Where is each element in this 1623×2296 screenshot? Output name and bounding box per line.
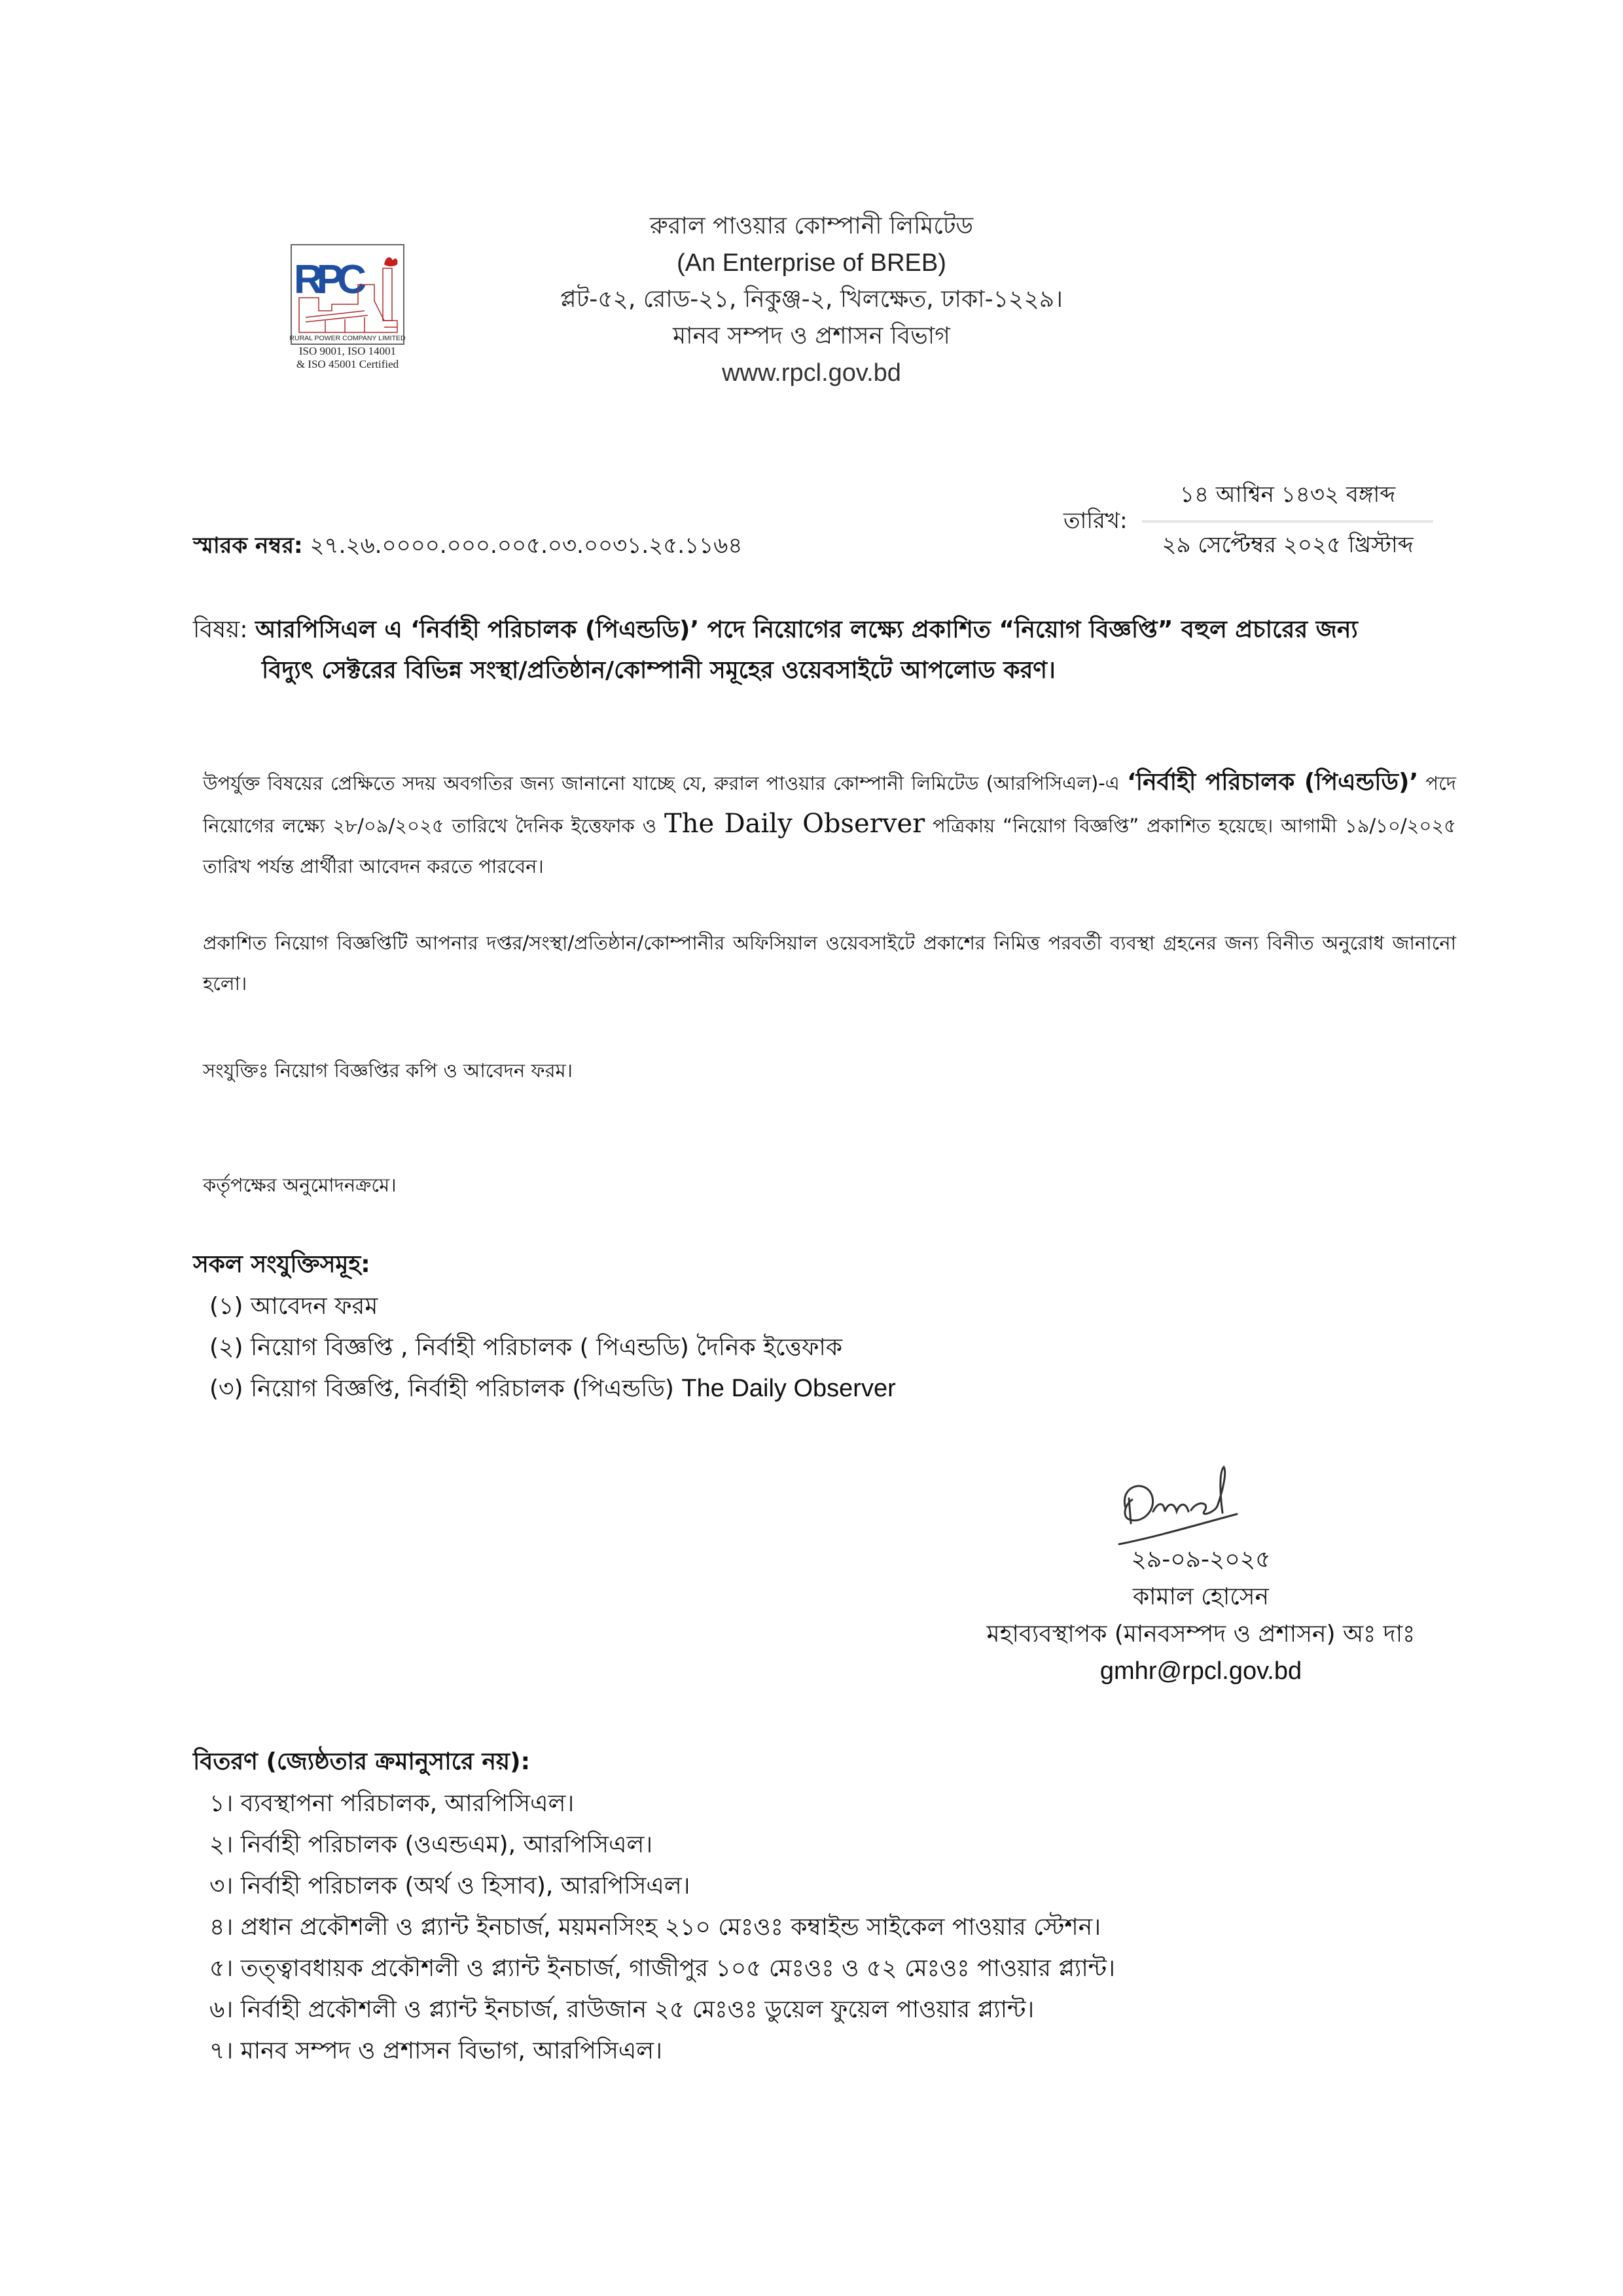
signature-icon	[1106, 1459, 1263, 1551]
company-logo	[286, 242, 417, 373]
svg-text:RURAL POWER COMPANY LIMITED: RURAL POWER COMPANY LIMITED	[289, 334, 406, 342]
date-label: তারিখ:	[1063, 508, 1128, 534]
subject-line-1: আরপিসিএল এ ‘নির্বাহী পরিচালক (পিএন্ডডি)’ পদে নিয়োগের লক্ষ্যে প্রকাশিত “নিয়োগ বিজ্ঞপ্তি” বহুল প্রচারের জন্য	[255, 616, 1358, 643]
signatory-designation: মহাব্যবস্থাপক (মানবসম্পদ ও প্রশাসন) অঃ দাঃ	[986, 1621, 1416, 1648]
date-bangla: ১৪ আশ্বিন ১৪৩২ বঙ্গাব্দ	[1179, 482, 1396, 508]
signatory-email[interactable]: gmhr@rpcl.gov.bd	[1099, 1657, 1302, 1685]
subject-label: বিষয়:	[193, 616, 248, 643]
distribution-title: বিতরণ (জ্যেষ্ঠতার ক্রমানুসারে নয়):	[193, 1748, 530, 1775]
signature	[1106, 1459, 1263, 1551]
address: প্লট-৫২, রোড-২১, নিকুঞ্জ-২, খিলক্ষেত, ঢাকা-১২২৯।	[560, 286, 1063, 313]
attachments-list	[209, 1286, 896, 1409]
rpc-logo-icon	[286, 242, 417, 373]
enterprise-line: (An Enterprise of BREB)	[677, 249, 946, 277]
org-name: রুরাল পাওয়ার কোম্পানী লিমিটেড	[650, 213, 973, 239]
subject	[193, 610, 1469, 691]
distribution-list	[209, 1783, 1115, 2072]
distribution-item: ৭। মানব সম্পদ ও প্রশাসন বিভাগ, আরপিসিএল।	[209, 2038, 663, 2064]
attachment-item: (৩) নিয়োগ বিজ্ঞপ্তি, নির্বাহী পরিচালক (পিএন্ডডি) The Daily Observer	[209, 1375, 896, 1402]
website-link[interactable]: www.rpcl.gov.bd	[722, 359, 901, 387]
date-divider	[1142, 520, 1433, 523]
distribution-item: ৫। তত্ত্বাবধায়ক প্রকৌশলী ও প্ল্যান্ট ইনচার্জ, গাজীপুর ১০৫ মেঃওঃ ও ৫২ মেঃওঃ পাওয়ার প্ল্যান্ট।	[209, 1955, 1115, 1982]
signatory-name: কামাল হোসেন	[1132, 1583, 1269, 1610]
distribution-item: ২। নির্বাহী পরিচালক (ওএন্ডএম), আরপিসিএল।	[209, 1831, 653, 1858]
attachments-title: সকল সংযুক্তিসমূহ:	[193, 1251, 370, 1278]
distribution-item: ৩। নির্বাহী পরিচালক (অর্থ ও হিসাব), আরপিসিএল।	[209, 1873, 690, 1899]
svg-text:RPC: RPC	[294, 257, 360, 302]
date-block	[1142, 478, 1433, 565]
body-paragraph-1	[203, 762, 1456, 887]
distribution-item: ১। ব্যবস্থাপনা পরিচালক, আরপিসিএল।	[209, 1790, 575, 1817]
subject-line-2: বিদ্যুৎ সেক্টরের বিভিন্ন সংস্থা/প্রতিষ্ঠান/কোম্পানী সমূহের ওয়েবসাইটে আপলোড করণ।	[262, 657, 1056, 684]
p1-newspaper: The Daily Observer	[664, 809, 925, 839]
body-paragraph-4: কর্তৃপক্ষের অনুমোদনক্রমে।	[203, 1174, 397, 1196]
department: মানব সম্পদ ও প্রশাসন বিভাগ	[673, 323, 950, 349]
p1-text-a: উপর্যুক্ত বিষয়ের প্রেক্ষিতে সদয় অবগতির জন্য জানানো যাচ্ছে যে, রুরাল পাওয়ার কোম্পানী লিমিটেড (আরপিসিএল)-এ	[203, 772, 1120, 794]
date-gregorian: ২৯ সেপ্টেম্বর ২০২৫ খ্রিস্টাব্দ	[1162, 532, 1414, 558]
reference-value: ২৭.২৬.০০০০.০০০.০০৫.০৩.০০৩১.২৫.১১৬৪	[310, 533, 743, 559]
distribution-item: ৬। নির্বাহী প্রকৌশলী ও প্ল্যান্ট ইনচার্জ, রাউজান ২৫ মেঃওঃ ডুয়েল ফুয়েল পাওয়ার প্ল্যান্ট।	[209, 1996, 1035, 2023]
p1-text-b: পদে নিয়োগের লক্ষ্যে ২৮/০৯/২০২৫ তারিখে দৈনিক ইত্তেফাক ও	[203, 772, 1456, 837]
body-paragraph-3: সংযুক্তিঃ নিয়োগ বিজ্ঞপ্তির কপি ও আবেদন ফরম।	[203, 1059, 573, 1082]
reference-number	[193, 529, 742, 566]
body-paragraph-2: প্রকাশিত নিয়োগ বিজ্ঞপ্তিটি আপনার দপ্তর/সংস্থা/প্রতিষ্ঠান/কোম্পানীর অফিসিয়াল ওয়েবসাইটে প্রকাশের নিমিত্ত পরবর্তী ব্যবস্থা গ্রহনের জন্য বিনীত অনুরোধ জানানো হলো।	[203, 932, 1456, 995]
p1-position-title: ‘নির্বাহী পরিচালক (পিএন্ডডি)’	[1127, 769, 1419, 796]
attachment-item: (১) আবেদন ফরম	[209, 1293, 378, 1320]
svg-text:ISO 9001, ISO 14001: ISO 9001, ISO 14001	[298, 345, 397, 357]
letterhead	[458, 208, 1165, 391]
signature-date: ২৯-০৯-২০২৫	[1131, 1546, 1271, 1573]
signatory-block	[929, 1541, 1472, 1690]
svg-text:& ISO 45001 Certified: & ISO 45001 Certified	[296, 358, 399, 370]
p1-text-c: পত্রিকায় “নিয়োগ বিজ্ঞপ্তি” প্রকাশিত হয়েছে। আগামী ১৯/১০/২০২৫ তারিখ পর্যন্ত প্রার্থীরা আবেদন করতে পারবেন।	[203, 815, 1456, 877]
attachment-item: (২) নিয়োগ বিজ্ঞপ্তি , নির্বাহী পরিচালক ( পিএন্ডডি) দৈনিক ইত্তেফাক	[209, 1334, 843, 1361]
distribution-item: ৪। প্রধান প্রকৌশলী ও প্ল্যান্ট ইনচার্জ, ময়মনসিংহ ২১০ মেঃওঃ কম্বাইন্ড সাইকেল পাওয়ার স্টেশন।	[209, 1914, 1101, 1941]
reference-label: স্মারক নম্বর:	[193, 533, 303, 559]
